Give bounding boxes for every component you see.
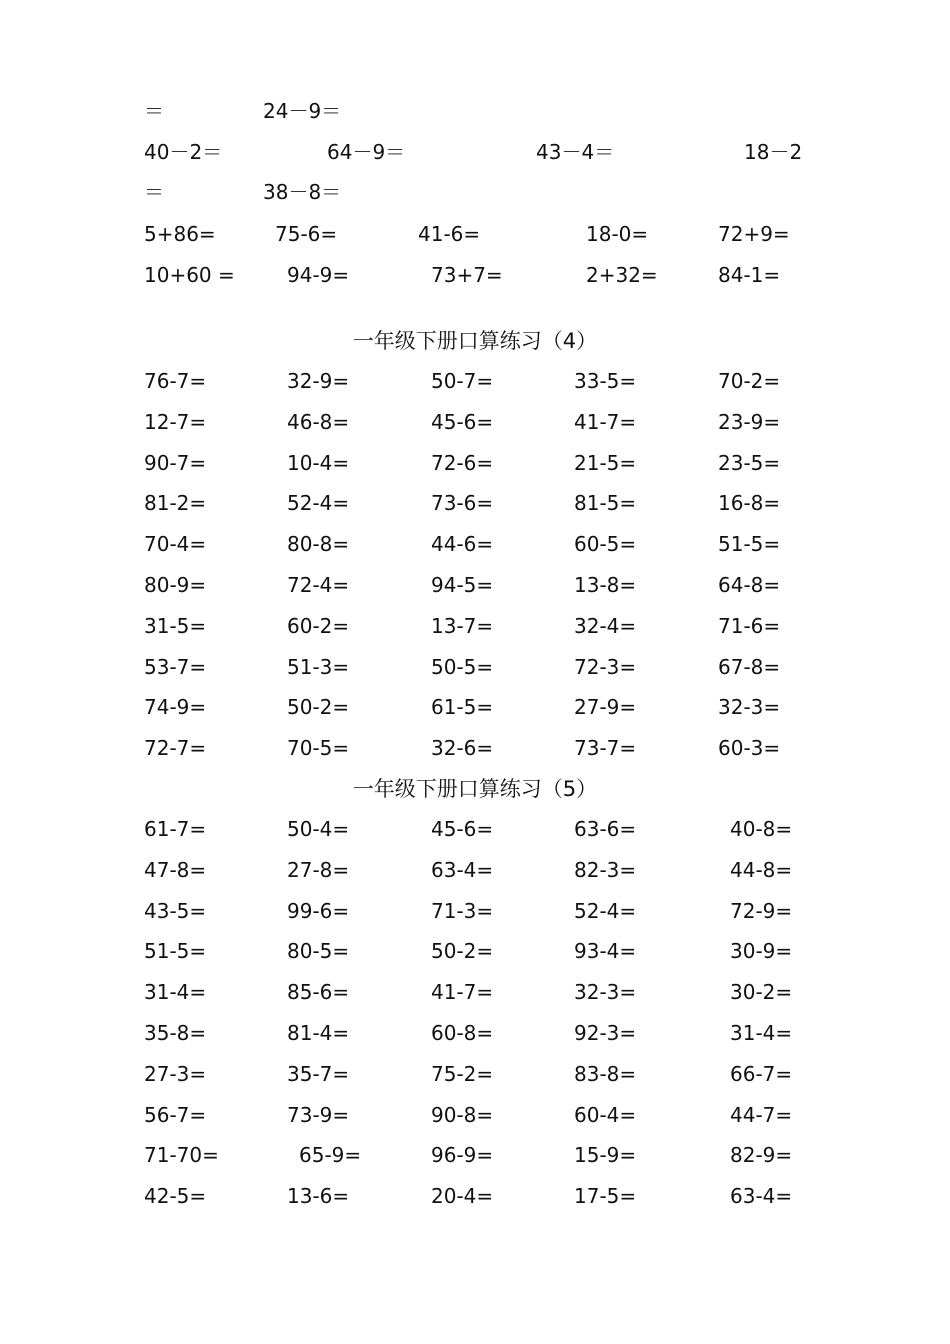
problem: 94-9= <box>287 263 350 287</box>
problem: 44-6= <box>431 532 494 557</box>
problem: 44-7= <box>730 1102 793 1127</box>
problem: 65-9= <box>299 1143 362 1168</box>
problem: 41-6= <box>418 222 481 246</box>
problem: 72-7= <box>144 736 207 761</box>
problem-row <box>0 977 950 1007</box>
problem: 30-2= <box>730 980 793 1005</box>
problem: 24－9＝ <box>263 99 342 123</box>
problem: 13-7= <box>431 613 494 638</box>
problem: 64-8= <box>718 573 781 597</box>
problem: 32-6= <box>431 736 494 761</box>
problem: 63-4= <box>730 1184 793 1209</box>
problem: 23-5= <box>718 450 781 475</box>
problem: 31-5= <box>144 613 207 638</box>
problem: 41-7= <box>574 409 637 434</box>
problem: 96-9= <box>431 1143 494 1168</box>
problem: 50-2= <box>431 939 494 964</box>
problem: 72-9= <box>730 898 793 923</box>
problem: 85-6= <box>287 980 350 1005</box>
problem: 90-7= <box>144 450 207 475</box>
problem: 38－8＝ <box>263 180 342 204</box>
problem: 31-4= <box>144 980 207 1005</box>
problem: 43-5= <box>144 898 207 923</box>
problem-row <box>0 814 950 844</box>
problem-row <box>0 896 950 926</box>
problem: 51-5= <box>718 532 781 557</box>
problem: 32-3= <box>718 695 781 720</box>
problem: 72-6= <box>431 450 494 475</box>
problem-row <box>0 366 950 396</box>
problem: 81-5= <box>574 491 637 516</box>
problem: 63-4= <box>431 857 494 882</box>
problem-row <box>0 936 950 966</box>
problem: 5+86= <box>144 222 216 246</box>
problem: 71-6= <box>718 613 781 638</box>
problem-row <box>0 611 950 641</box>
problem: 23-9= <box>718 409 781 434</box>
problem: 30-9= <box>730 939 793 964</box>
problem-row <box>0 529 950 559</box>
problem: 18－2 <box>744 140 803 164</box>
problem-row <box>0 488 950 518</box>
problem-row <box>0 96 950 126</box>
problem: 41-7= <box>431 980 494 1005</box>
problem-row <box>0 137 950 167</box>
section-title: 一年级下册口算练习（4） <box>352 329 598 353</box>
problem: 81-4= <box>287 1021 350 1045</box>
problem: 83-8= <box>574 1061 637 1086</box>
problem: 40－2＝ <box>144 140 223 164</box>
problem: 52-4= <box>287 491 350 516</box>
problem: 45-6= <box>431 409 494 434</box>
problem: 75-2= <box>431 1061 494 1086</box>
problem: 10+60 = <box>144 263 235 287</box>
problem: 99-6= <box>287 898 350 923</box>
problem-row <box>0 177 950 207</box>
problem: 60-4= <box>574 1102 637 1127</box>
problem-row <box>0 1059 950 1089</box>
problem: 50-2= <box>287 695 350 720</box>
problem: 27-9= <box>574 695 637 720</box>
problem: 2+32= <box>586 263 658 287</box>
problem: 80-5= <box>287 939 350 964</box>
problem-row <box>0 570 950 600</box>
problem: 61-5= <box>431 695 494 720</box>
problem: 21-5= <box>574 450 637 475</box>
problem: ＝ <box>144 99 164 123</box>
problem: 42-5= <box>144 1184 207 1209</box>
problem: 71-3= <box>431 898 494 923</box>
problem: 53-7= <box>144 654 207 679</box>
problem: 92-3= <box>574 1021 637 1045</box>
problem: 90-8= <box>431 1102 494 1127</box>
problem: 64－9＝ <box>327 140 406 164</box>
problem: 73-6= <box>431 491 494 516</box>
problem-row <box>0 1100 950 1130</box>
problem: 32-4= <box>574 613 637 638</box>
problem: 32-9= <box>287 369 350 393</box>
problem: 93-4= <box>574 939 637 964</box>
problem: 81-2= <box>144 491 207 516</box>
problem: 72+9= <box>718 222 790 246</box>
problem-row <box>0 1140 950 1170</box>
problem: 44-8= <box>730 857 793 882</box>
problem: 50-5= <box>431 654 494 679</box>
problem: 70-2= <box>718 369 781 393</box>
problem: 61-7= <box>144 817 207 841</box>
problem: 20-4= <box>431 1184 494 1209</box>
section-title: 一年级下册口算练习（5） <box>352 777 598 801</box>
problem: 73-9= <box>287 1102 350 1127</box>
problem: 74-9= <box>144 695 207 720</box>
problem: 71-70= <box>144 1143 219 1168</box>
problem: 60-8= <box>431 1021 494 1045</box>
problem: 56-7= <box>144 1102 207 1127</box>
problem: 60-5= <box>574 532 637 557</box>
problem-row <box>0 407 950 437</box>
problem: 13-8= <box>574 573 637 597</box>
problem: 51-3= <box>287 654 350 679</box>
problem-row <box>0 1181 950 1211</box>
problem: 75-6= <box>275 222 338 246</box>
problem: 31-4= <box>730 1021 793 1045</box>
problem: 35-7= <box>287 1061 350 1086</box>
problem-row <box>0 219 950 249</box>
problem: 67-8= <box>718 654 781 679</box>
problem: 35-8= <box>144 1021 207 1045</box>
problem: 50-7= <box>431 369 494 393</box>
problem: 73+7= <box>431 263 503 287</box>
problem: 18-0= <box>586 222 649 246</box>
problem: 52-4= <box>574 898 637 923</box>
problem: 63-6= <box>574 817 637 841</box>
problem-row <box>0 692 950 722</box>
problem-row <box>0 855 950 885</box>
problem: 51-5= <box>144 939 207 964</box>
problem: 15-9= <box>574 1143 637 1168</box>
problem: 80-9= <box>144 573 207 597</box>
problem: 82-9= <box>730 1143 793 1168</box>
problem: 27-3= <box>144 1061 207 1086</box>
problem: 10-4= <box>287 450 350 475</box>
problem: 12-7= <box>144 409 207 434</box>
problem: 50-4= <box>287 817 350 841</box>
problem: 60-2= <box>287 613 350 638</box>
problem: 80-8= <box>287 532 350 557</box>
problem: 73-7= <box>574 736 637 761</box>
problem: 66-7= <box>730 1061 793 1086</box>
problem-row <box>0 448 950 478</box>
problem: 46-8= <box>287 409 350 434</box>
problem: 94-5= <box>431 573 494 597</box>
problem: 70-4= <box>144 532 207 557</box>
problem: 27-8= <box>287 857 350 882</box>
problem: 47-8= <box>144 857 207 882</box>
problem: 84-1= <box>718 263 781 287</box>
problem-row <box>0 260 950 290</box>
problem-row <box>0 652 950 682</box>
problem: ＝ <box>144 180 164 204</box>
problem: 40-8= <box>730 817 793 841</box>
problem-row <box>0 1018 950 1048</box>
problem: 70-5= <box>287 736 350 761</box>
problem: 32-3= <box>574 980 637 1005</box>
problem: 43－4＝ <box>536 140 615 164</box>
problem: 17-5= <box>574 1184 637 1209</box>
problem: 72-4= <box>287 573 350 597</box>
problem-row <box>0 733 950 763</box>
problem: 13-6= <box>287 1184 350 1209</box>
problem: 33-5= <box>574 369 637 393</box>
problem: 45-6= <box>431 817 494 841</box>
problem: 72-3= <box>574 654 637 679</box>
problem: 76-7= <box>144 369 207 393</box>
problem: 16-8= <box>718 491 781 516</box>
problem: 60-3= <box>718 736 781 761</box>
problem: 82-3= <box>574 857 637 882</box>
